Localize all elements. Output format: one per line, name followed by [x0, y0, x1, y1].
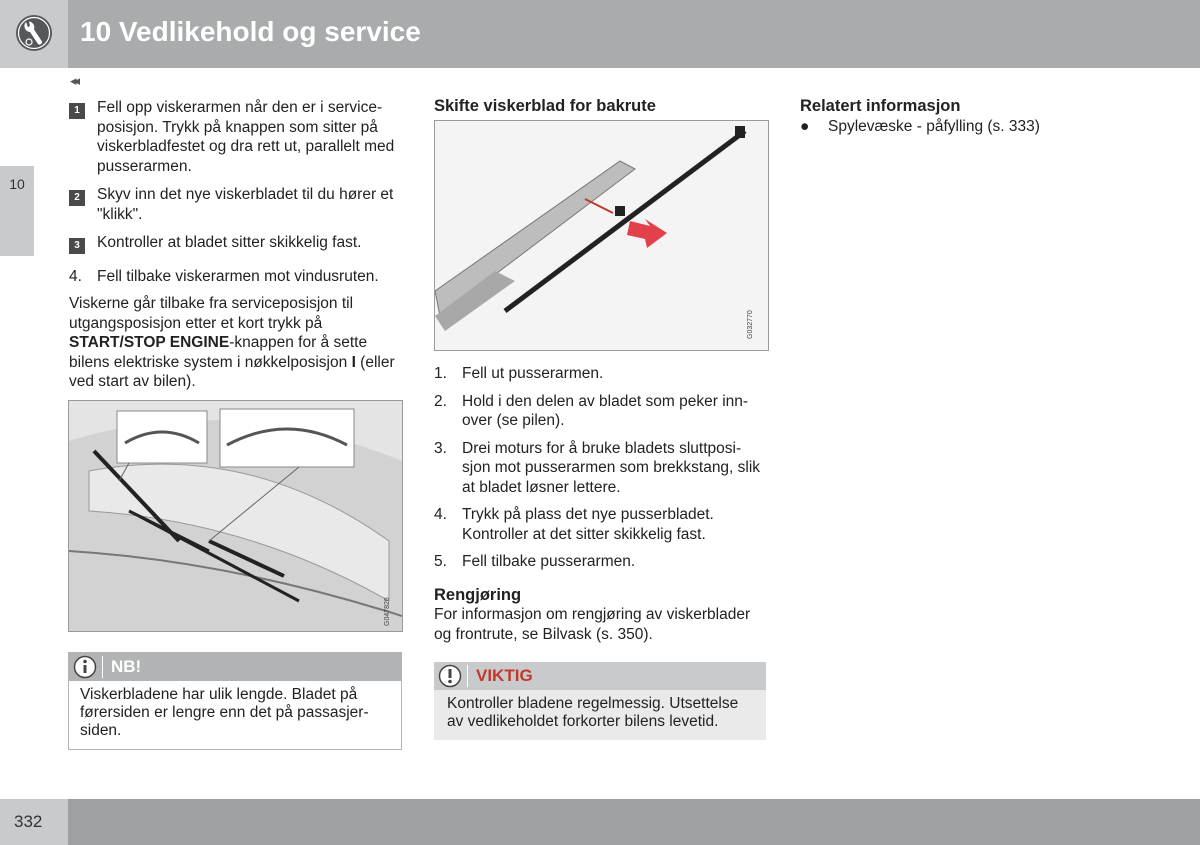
list-item: [434, 392, 768, 431]
cleaning-text: For informasjon om rengjøring av viskerblader og frontrute, se Bilvask (s. 350).: [434, 606, 751, 643]
step-text: Fell opp viskerarmen når den er i service-posisjon. Trykk på knappen som sitter på viskerbladfestet og dra rett ut, parallelt med pusserarmen.: [97, 99, 395, 175]
warning-box: [434, 662, 766, 740]
paragraph-text: -knappen for å sette bilens elektriske system i nøkkelposisjon: [69, 334, 368, 371]
back-arrows-icon[interactable]: ◂◂: [70, 73, 78, 88]
rear-wiper-illustration: [435, 121, 768, 350]
column-right: [800, 97, 1130, 136]
info-paragraph: [69, 294, 401, 392]
list-number: 3.: [434, 439, 447, 457]
rear-wiper-figure: [434, 120, 769, 351]
page-title: 10 Vedlikehold og service: [80, 16, 421, 47]
related-link[interactable]: [800, 117, 1130, 137]
note-text: Viskerbladene har ulik lengde. Bladet på førersiden er lengre enn det på passasjer-siden.: [80, 686, 369, 739]
list-text: Drei moturs for å bruke bladets sluttposi-sjon mot pusserarmen som brekkstang, slik at bladet løsner lettere.: [462, 439, 761, 496]
step-text: Kontroller at bladet sitter skikkelig fast.: [97, 234, 362, 251]
note-title: NB!: [111, 657, 142, 676]
info-icon: [73, 655, 97, 679]
step-number-badge: 1: [69, 103, 85, 119]
list-item: [434, 439, 768, 498]
section-heading: Skifte viskerblad for bakrute: [434, 97, 656, 115]
list-item: [434, 552, 768, 572]
page-header: [0, 0, 1200, 68]
paragraph-text: Viskerne går tilbake fra serviceposisjon til utgangsposisjon etter et kort trykk på: [69, 295, 354, 332]
step-item: [69, 98, 401, 176]
wrench-service-icon: [14, 13, 54, 53]
list-item: [434, 364, 768, 384]
step-item: [69, 233, 401, 253]
bullet-icon: ●: [800, 117, 810, 135]
list-text: Fell ut pusserarmen.: [462, 365, 604, 382]
page-footer: [0, 799, 1200, 845]
step-number: 4.: [69, 267, 82, 285]
related-link-text: Spylevæske - påfylling (s. 333): [828, 117, 1040, 135]
warning-text: Kontroller bladene regelmessig. Utsettelse av vedlikeholdet forkorter bilens levetid.: [447, 695, 739, 730]
list-number: 5.: [434, 553, 447, 570]
header-logo-area: [0, 0, 68, 68]
chapter-number: 10: [9, 176, 25, 192]
wiper-figure: [68, 400, 403, 632]
column-left: [69, 98, 401, 392]
list-item: [434, 505, 768, 544]
list-number: 1.: [434, 365, 447, 382]
step-text: Fell tilbake viskerarmen mot vindusruten.: [97, 267, 379, 285]
footer-page-box: [0, 799, 68, 845]
step-item: [69, 185, 401, 224]
button-name-bold: START/STOP ENGINE: [69, 334, 230, 351]
list-text: Trykk på plass det nye pusserbladet. Kontroller at det sitter skikkelig fast.: [462, 506, 714, 543]
figure-code: G047826: [384, 597, 391, 626]
step-text: Skyv inn det nye viskerbladet til du hører et "klikk".: [97, 186, 394, 223]
warning-header: [434, 662, 766, 690]
list-text: Hold i den delen av bladet som peker inn-over (se pilen).: [462, 392, 749, 429]
note-divider: [102, 656, 103, 678]
note-box: [68, 652, 402, 750]
cleaning-heading: Rengjøring: [434, 585, 522, 604]
figure-code: G032770: [747, 310, 754, 339]
step-number-badge: 3: [69, 238, 85, 254]
step-number-badge: 2: [69, 190, 85, 206]
paragraph-text: (eller ved start av bilen).: [69, 353, 395, 390]
column-middle: [434, 97, 768, 117]
warning-title: VIKTIG: [476, 666, 533, 685]
wiper-illustration: [69, 401, 402, 631]
warning-divider: [467, 665, 468, 687]
key-position-bold: I: [351, 353, 356, 371]
step-item: [69, 267, 401, 287]
note-header: [69, 653, 401, 681]
page-number: 332: [14, 812, 43, 831]
list-number: 2.: [434, 392, 447, 410]
related-heading: Relatert informasjon: [800, 97, 961, 115]
list-number: 4.: [434, 506, 447, 523]
column-middle-lower: [434, 364, 768, 644]
list-text: Fell tilbake pusserarmen.: [462, 553, 636, 570]
warning-exclamation-icon: [438, 664, 462, 688]
